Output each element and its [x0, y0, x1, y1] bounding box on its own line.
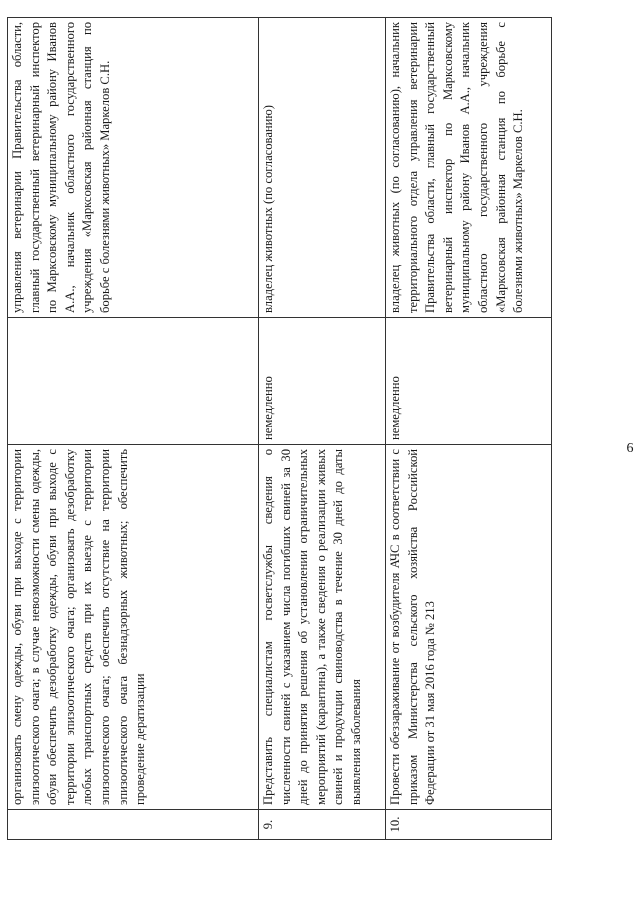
deadline-cell: немедленно — [386, 318, 552, 445]
row-number: 9. — [259, 810, 386, 840]
deadline-cell — [8, 318, 259, 445]
responsible-cell: управления ветеринарии Правительства области, главный государственный ветеринарный инспектор по Марксовскому муниципальному району Иванов А.А., начальник областного государственного учреждения «Марксовская районная станция по борьбе с болезнями животных» Маркелов С.Н. — [8, 18, 259, 318]
measures-table — [7, 17, 552, 840]
responsible-cell: владелец животных (по согласованию), начальник территориального отдела управления ветеринарии Правительства области, главный государственный ветеринарный инспектор по Марксовскому муниципальному району Иванов А.А., начальник областного государственного учреждения «Марксовская районная станция по борьбе с болезнями животных» Маркелов С.Н. — [386, 18, 552, 318]
responsible-cell: владелец животных (по согласованию) — [259, 18, 386, 318]
table-row — [386, 18, 552, 840]
page-number: 6 — [626, 441, 634, 456]
row-number — [8, 810, 259, 840]
table-row — [8, 18, 259, 840]
deadline-cell: немедленно — [259, 318, 386, 445]
table-row — [259, 18, 386, 840]
measure-description: Провести обеззараживание от возбудителя АЧС в соответствии с приказом Министерства сельского хозяйства Российской Федерации от 31 мая 2016 года № 213 — [386, 445, 552, 810]
row-number: 10. — [386, 810, 552, 840]
measure-description: Представить специалистам госветслужбы сведения о численности свиней с указанием числа погибших свиней за 30 дней до принятия решения об установлении ограничительных мероприятий (карантина), а также сведения о реализации живых свиней и продукции свиноводства в течение 30 дней до даты выявления заболевания — [259, 445, 386, 810]
measure-description: организовать смену одежды, обуви при выходе с территории эпизоотического очага; в случае невозможности смены одежды, обуви обеспечить дезобработку одежды, обуви при выходе с территории эпизоотического очага; организовать дезобработку любых транспортных средств при их выезде с территории эпизоотического очага; обеспечить отсутствие на территории эпизоотического очага безнадзорных животных; обеспечить проведение дератизации — [8, 445, 259, 810]
